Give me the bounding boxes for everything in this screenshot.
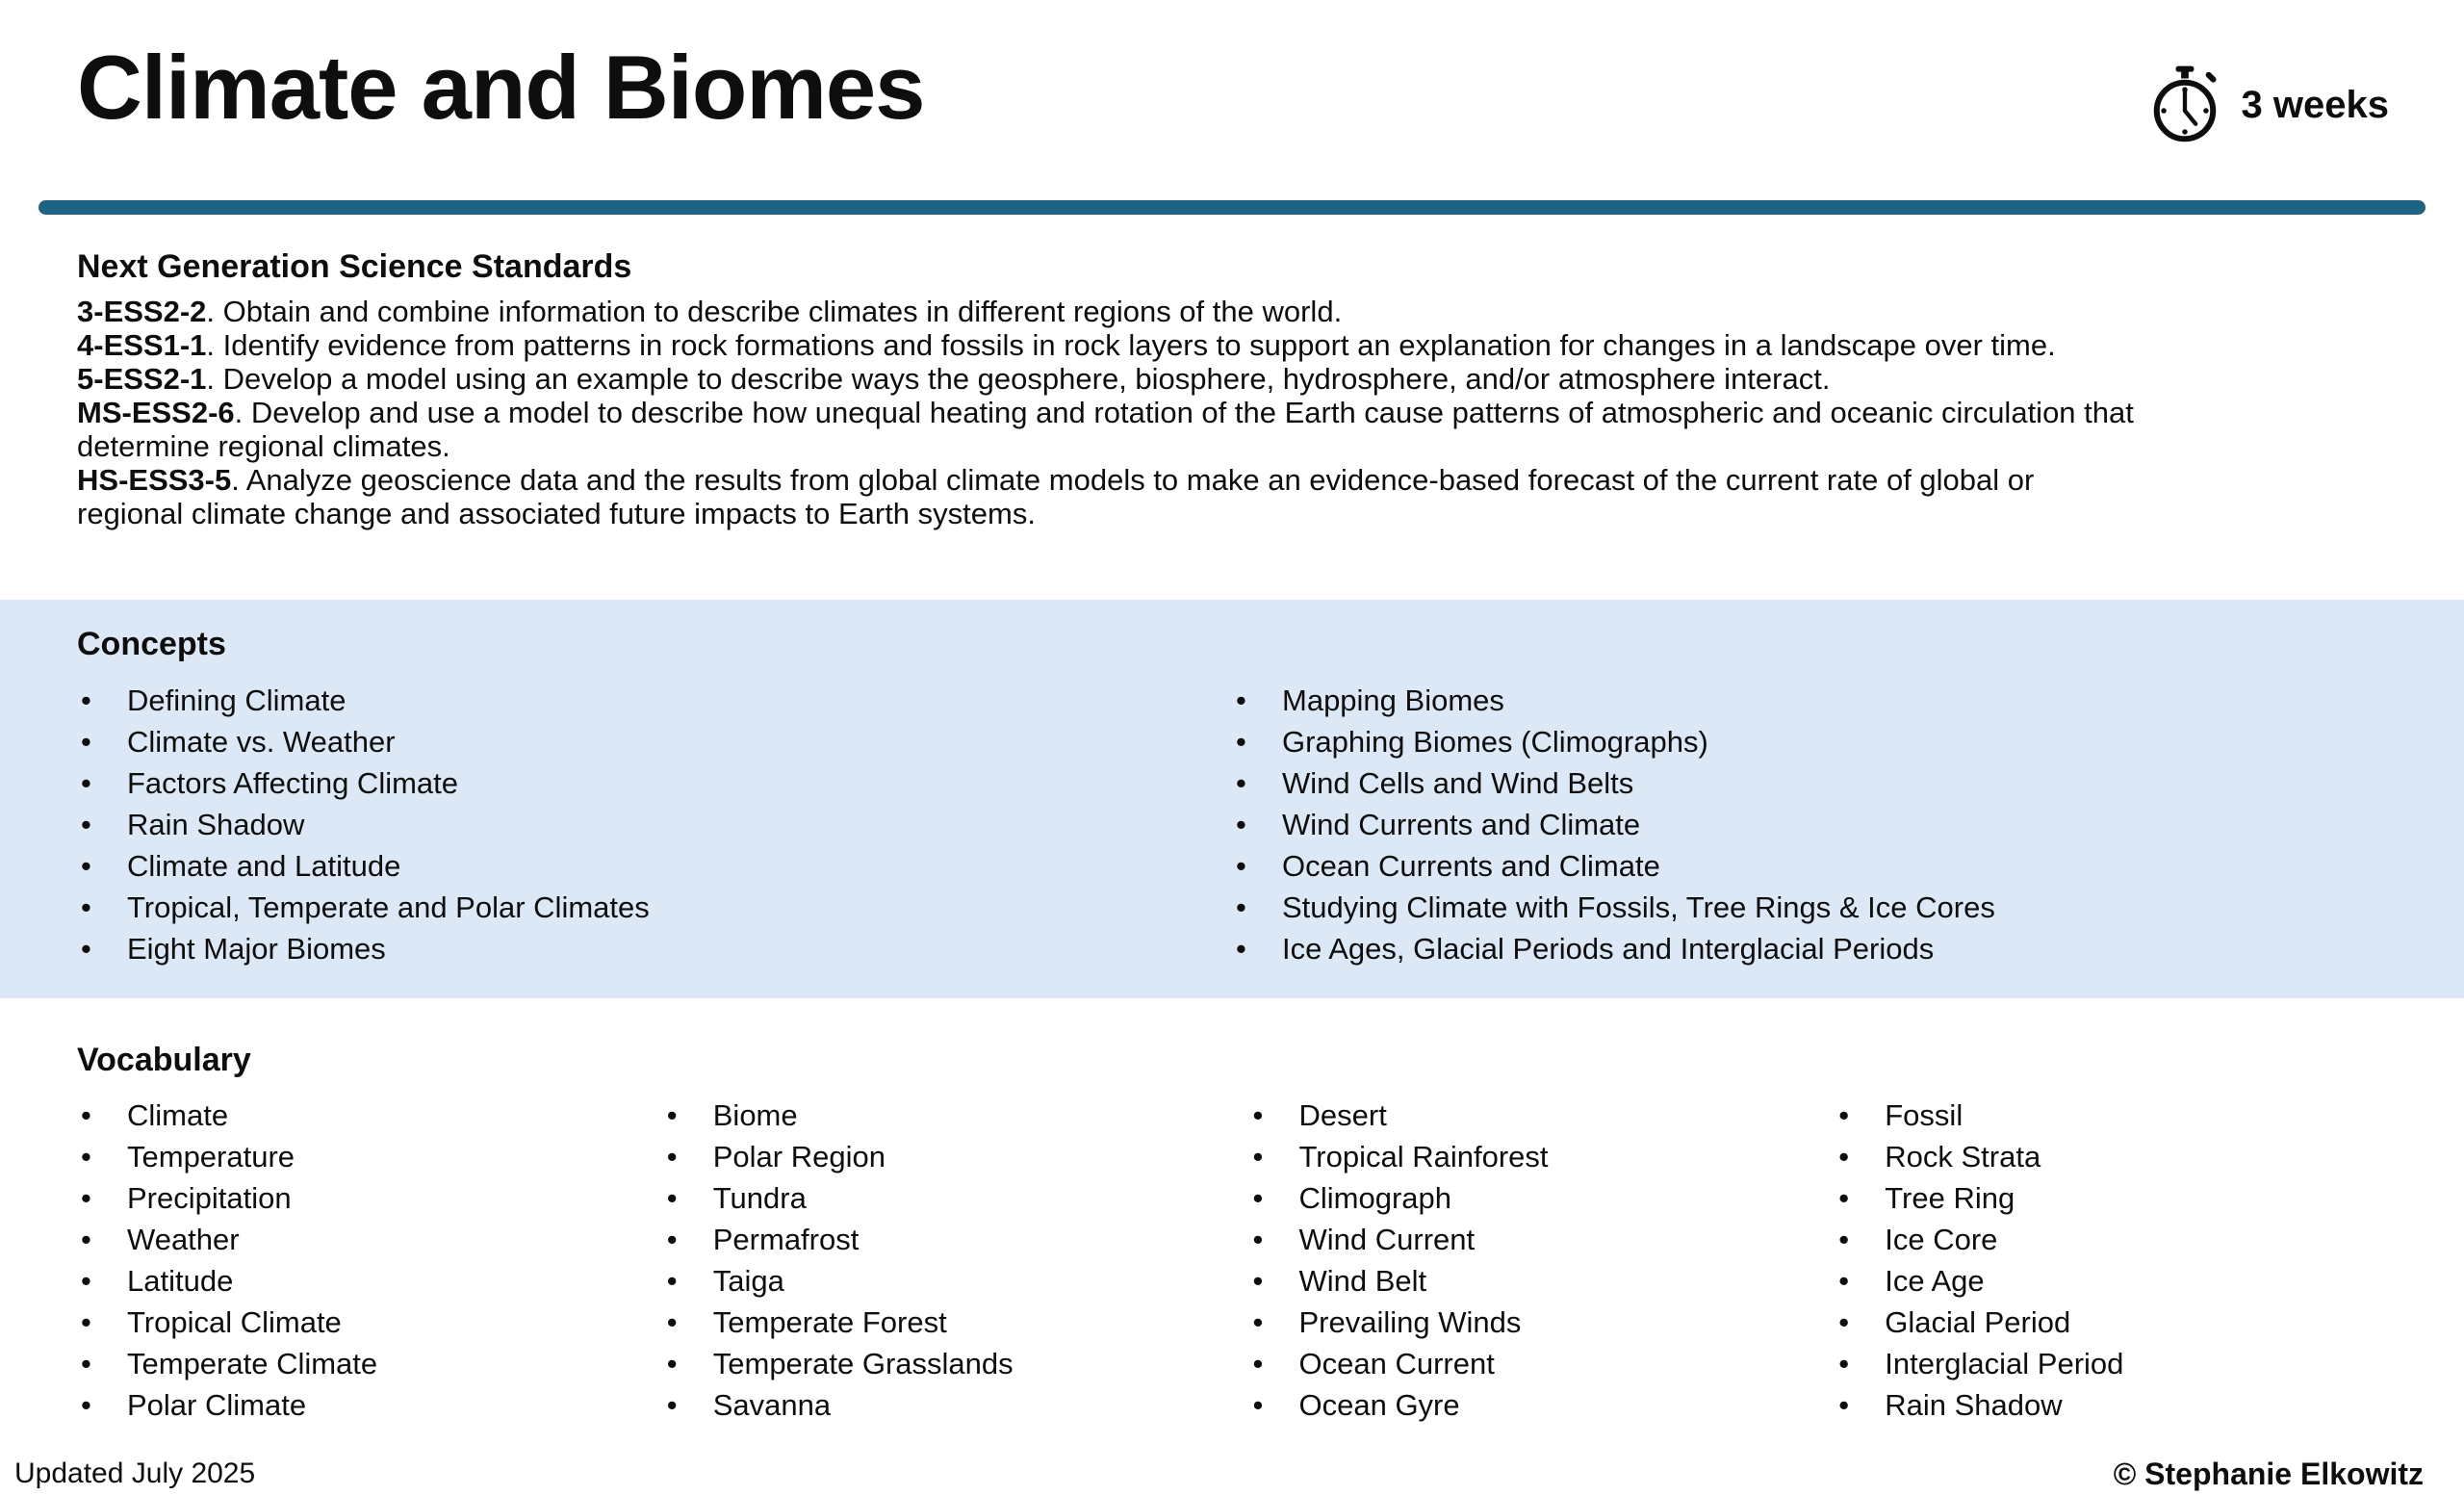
list-item: • Tropical, Temperate and Polar Climates [77,887,1232,928]
list-item: • Graphing Biomes (Climographs) [1232,721,2387,762]
standard-desc: . Develop and use a model to describe how unequal heating and rotation of the Earth cause patterns of atmospheric and oceanic circulation that determine regional climates. [77,395,2134,463]
standard-code: 5-ESS2-1 [77,361,207,396]
list-item: • Prevailing Winds [1249,1302,1835,1343]
list-item: • Eight Major Biomes [77,928,1232,969]
list-item: • Wind Current [1249,1219,1835,1260]
list-item: • Interglacial Period [1835,1343,2421,1384]
page-title: Climate and Biomes [77,37,925,138]
list-item: • Savanna [663,1384,1249,1426]
list-item: • Defining Climate [77,680,1232,721]
list-item: • Glacial Period [1835,1302,2421,1343]
list-item: • Temperature [77,1136,663,1177]
list-item: • Polar Region [663,1136,1249,1177]
standard-code: 3-ESS2-2 [77,294,207,328]
vocabulary-column-3 [1249,1095,1835,1426]
standard-code: MS-ESS2-6 [77,395,235,429]
list-item: • Climate vs. Weather [77,721,1232,762]
standard-item [77,295,2146,328]
stopwatch-icon [2143,64,2226,146]
duration-badge [2143,64,2389,146]
standards-section [0,215,2464,530]
list-item: • Permafrost [663,1219,1249,1260]
list-item: • Desert [1249,1095,1835,1136]
standard-item [77,362,2146,396]
list-item: • Ice Core [1835,1219,2421,1260]
list-item: • Fossil [1835,1095,2421,1136]
list-item: • Tropical Rainforest [1249,1136,1835,1177]
list-item: • Latitude [77,1260,663,1302]
vocabulary-columns [77,1087,2421,1426]
standard-desc: . Analyze geoscience data and the results from global climate models to make an evidence-based forecast of the current rate of global or regional climate change and associated future impacts to Earth systems. [77,462,2035,530]
vocabulary-heading: Vocabulary [77,1041,251,1078]
standard-desc: . Develop a model using an example to describe ways the geosphere, biosphere, hydrosphere, and/or atmosphere interact. [206,361,1831,396]
concepts-column-right [1232,680,2387,969]
list-item: • Tree Ring [1835,1177,2421,1219]
list-item: • Wind Belt [1249,1260,1835,1302]
list-item: • Studying Climate with Fossils, Tree Rings & Ice Cores [1232,887,2387,928]
list-item: • Climate and Latitude [77,845,1232,887]
list-item: • Polar Climate [77,1384,663,1426]
list-item: • Temperate Climate [77,1343,663,1384]
list-item: • Taiga [663,1260,1249,1302]
standards-heading: Next Generation Science Standards [77,248,632,285]
list-item: • Wind Cells and Wind Belts [1232,762,2387,804]
list-item: • Ocean Current [1249,1343,1835,1384]
list-item: • Wind Currents and Climate [1232,804,2387,845]
vocabulary-column-4 [1835,1095,2421,1426]
list-item: • Temperate Grasslands [663,1343,1249,1384]
standard-item [77,463,2146,530]
list-item: • Temperate Forest [663,1302,1249,1343]
list-item: • Rain Shadow [1835,1384,2421,1426]
standard-item [77,328,2146,362]
vocabulary-section [0,998,2464,1427]
list-item: • Ice Ages, Glacial Periods and Interglacial Periods [1232,928,2387,969]
vocabulary-column-2 [663,1095,1249,1426]
standard-desc: . Obtain and combine information to describe climates in different regions of the world. [206,294,1343,328]
standard-desc: . Identify evidence from patterns in rock formations and fossils in rock layers to support an explanation for changes in a landscape over time. [206,327,2056,362]
concepts-heading: Concepts [77,625,226,662]
vocabulary-column-1 [77,1095,663,1426]
copyright-notice: © Stephanie Elkowitz [2113,1457,2424,1491]
standard-item [77,396,2146,463]
list-item: • Rain Shadow [77,804,1232,845]
concepts-column-left [77,680,1232,969]
list-item: • Tropical Climate [77,1302,663,1343]
updated-date: Updated July 2025 [14,1457,256,1489]
list-item: • Weather [77,1219,663,1260]
standard-code: 4-ESS1-1 [77,327,207,362]
list-item: • Ocean Gyre [1249,1384,1835,1426]
list-item: • Climate [77,1095,663,1136]
header [0,0,2464,146]
list-item: • Biome [663,1095,1249,1136]
list-item: • Mapping Biomes [1232,680,2387,721]
list-item: • Tundra [663,1177,1249,1219]
list-item: • Ocean Currents and Climate [1232,845,2387,887]
standard-code: HS-ESS3-5 [77,462,232,497]
duration-label: 3 weeks [2241,83,2389,126]
list-item: • Precipitation [77,1177,663,1219]
list-item: • Factors Affecting Climate [77,762,1232,804]
concepts-columns [77,672,2387,969]
list-item: • Rock Strata [1835,1136,2421,1177]
list-item: • Ice Age [1835,1260,2421,1302]
divider-bar [38,200,2426,215]
list-item: • Climograph [1249,1177,1835,1219]
concepts-section [0,600,2464,998]
